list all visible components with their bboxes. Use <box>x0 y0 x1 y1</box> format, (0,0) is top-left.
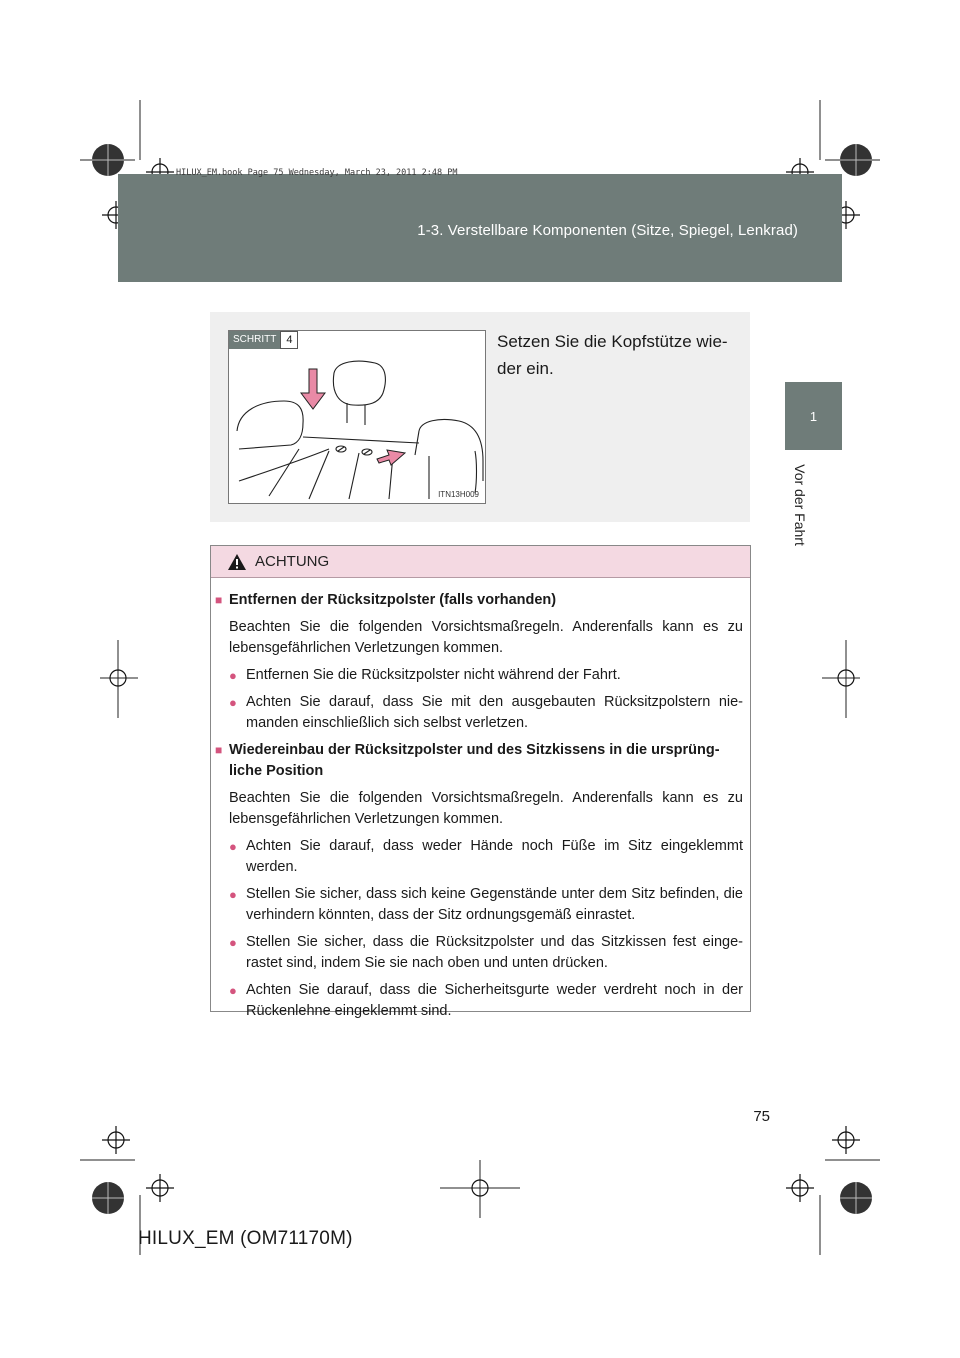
footer-model: HILUX_EM (OM71170M) <box>138 1228 353 1249</box>
section-heading: Wiedereinbau der Rücksitzpolster und des Sitzkissens in die ursprüng-liche Position <box>229 742 720 779</box>
bullet-item: ● Achten Sie darauf, dass die Sicherheitsgurte weder verdreht noch in der Rückenlehne eingeklemmt sind. <box>229 980 743 1022</box>
bullet-item: ● Achten Sie darauf, dass Sie mit den ausgebauten Rücksitzpolstern nie-manden einschließlich sich selbst verletzen. <box>229 692 743 734</box>
circle-bullet-icon: ● <box>229 935 237 950</box>
warning-section <box>215 740 743 1022</box>
headrest-figure <box>228 330 486 504</box>
warning-body <box>211 578 750 1022</box>
section-title: 1-3. Verstellbare Komponenten (Sitze, Spiegel, Lenkrad) <box>417 222 798 239</box>
warning-box <box>210 545 751 1019</box>
warning-header <box>211 546 750 578</box>
chapter-number: 1 <box>809 408 818 424</box>
bullet-item: ● Entfernen Sie die Rücksitzpolster nicht während der Fahrt. <box>229 665 743 686</box>
chapter-label-wrap <box>760 462 840 548</box>
page-number: 75 <box>753 1108 770 1125</box>
circle-bullet-icon: ● <box>229 839 237 854</box>
bullet-item: ● Achten Sie darauf, dass weder Hände noch Füße im Sitz eingeklemmt werden. <box>229 836 743 878</box>
warning-title: ACHTUNG <box>255 553 330 570</box>
bullet-item: ● Stellen Sie sicher, dass die Rücksitzpolster und das Sitzkissen fest einge-rastet sind, indem Sie sie nach oben und unten drücken. <box>229 932 743 974</box>
circle-bullet-icon: ● <box>229 668 237 683</box>
circle-bullet-icon: ● <box>229 887 237 902</box>
step-badge-label: SCHRITT <box>229 331 280 349</box>
square-bullet-icon: ■ <box>215 743 223 757</box>
section-intro: Beachten Sie die folgenden Vorsichtsmaßregeln. Anderenfalls kann es zu lebensgefährlichen Verletzungen kommen. <box>229 790 743 827</box>
step-instruction: Setzen Sie die Kopfstütze wie-der ein. <box>497 332 728 378</box>
step-box <box>210 312 750 522</box>
book-reference: HILUX_EM.book Page 75 Wednesday, March 23, 2011 2:48 PM <box>176 168 458 178</box>
chapter-tab <box>785 382 842 450</box>
section-intro: Beachten Sie die folgenden Vorsichtsmaßregeln. Anderenfalls kann es zu lebensgefährlichen Verletzungen kommen. <box>229 619 743 656</box>
warning-section <box>215 590 743 734</box>
square-bullet-icon: ■ <box>215 593 223 607</box>
warning-triangle-icon <box>227 553 247 571</box>
seat-illustration <box>229 331 485 503</box>
section-heading: Entfernen der Rücksitzpolster (falls vorhanden) <box>229 592 557 608</box>
chapter-label: Vor der Fahrt <box>792 464 809 546</box>
step-badge-number: 4 <box>280 331 298 349</box>
header-band <box>118 174 842 282</box>
circle-bullet-icon: ● <box>229 695 237 710</box>
circle-bullet-icon: ● <box>229 983 237 998</box>
bullet-item: ● Stellen Sie sicher, dass sich keine Gegenstände unter dem Sitz befinden, die verhindern könnten, dass der Sitz ordnungsgemäß einrastet. <box>229 884 743 926</box>
figure-code: ITN13H009 <box>438 490 479 499</box>
